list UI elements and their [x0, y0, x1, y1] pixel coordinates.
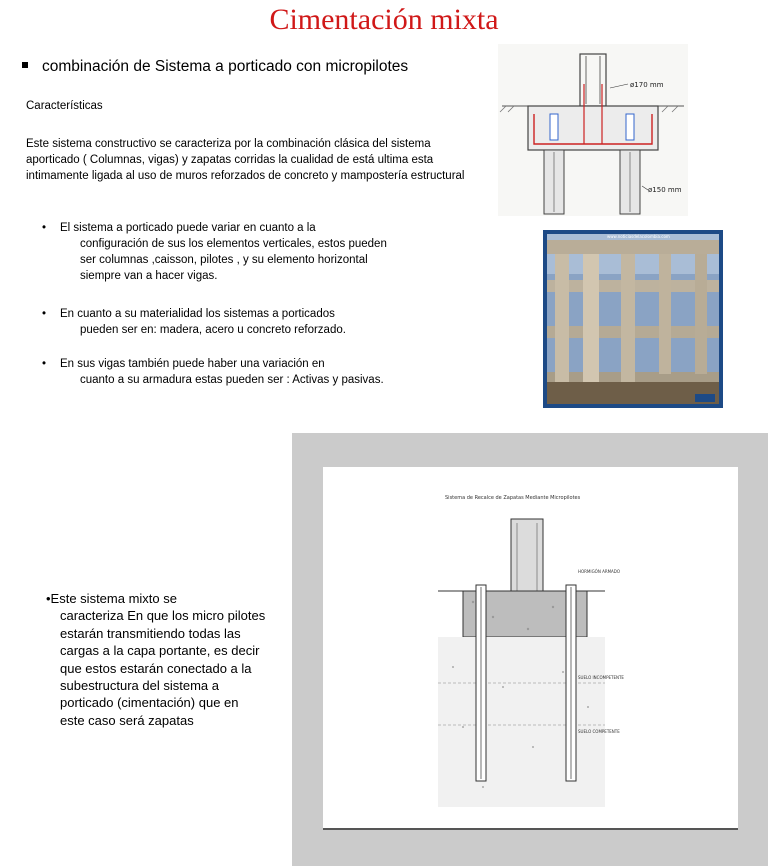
- list-item-rest: pueden ser en: madera, acero u concreto reforzado.: [80, 324, 346, 336]
- plan-label: SUELO INCOMPETENTE: [578, 675, 624, 680]
- main-bullet: [22, 58, 408, 76]
- list-item-first-line: El sistema a porticado puede variar en cuanto a la: [60, 222, 316, 234]
- sketch-label: ø150 mm: [648, 186, 682, 194]
- list-item-rest: configuración de sus los elementos verticales, estos pueden ser columnas ,caisson, pilotes , y su elemento horizontal siempre van a hacer vigas.: [80, 238, 387, 282]
- plan-label: HORMIGÓN ARMADO: [578, 569, 621, 574]
- bullet-list: [40, 306, 400, 338]
- description-paragraph: Este sistema constructivo se caracteriza por la combinación clásica del sistema aporticado ( Columnas, vigas) y zapatas corridas la cualidad de está ultima esta intimamente ligada al uso de muros reforzados de concreto y mampostería estructural: [26, 138, 465, 182]
- bullet-dot-icon: •: [42, 308, 47, 320]
- page-title: Cimentación mixta: [269, 3, 499, 36]
- list-item: [40, 220, 400, 284]
- mixto-description: [46, 590, 266, 729]
- list-item-first-line: En cuanto a su materialidad los sistemas a porticados: [60, 308, 335, 320]
- mixto-first-line: •Este sistema mixto se: [46, 591, 177, 606]
- photo-caption: www.noticiasdelacolombia.com: [607, 234, 670, 239]
- list-item-rest: cuanto a su armadura estas pueden ser : Activas y pasivas.: [80, 374, 384, 386]
- characteristics-heading: Características: [26, 100, 103, 112]
- mixto-rest: caracteriza En que los micro pilotes estarán transmitiendo todas las cargas a la capa portante, es decir que estos estarán conectado a la subestructura del sistema a porticado (cimentación) que en este caso será zapatas: [60, 608, 266, 728]
- bullet-list: [40, 220, 400, 284]
- bullet-dot-icon: •: [42, 358, 47, 370]
- bullet-dot-icon: •: [42, 222, 47, 234]
- building-frame-photo: [543, 230, 723, 408]
- main-bullet-text: combinación de Sistema a porticado con micropilotes: [42, 58, 409, 75]
- list-item-first-line: En sus vigas también puede haber una variación en: [60, 358, 325, 370]
- foundation-sketch-image: [498, 44, 688, 216]
- list-item: [40, 356, 400, 388]
- bullet-list: [40, 356, 400, 388]
- square-bullet-icon: [22, 62, 28, 68]
- sketch-label: ø170 mm: [630, 81, 664, 89]
- plan-title: Sistema de Recalce de Zapatas Mediante Micropilotes: [445, 495, 581, 501]
- list-item: [40, 306, 400, 338]
- micropile-section-drawing: [323, 467, 738, 830]
- plan-label: SUELO COMPETENTE: [578, 729, 620, 734]
